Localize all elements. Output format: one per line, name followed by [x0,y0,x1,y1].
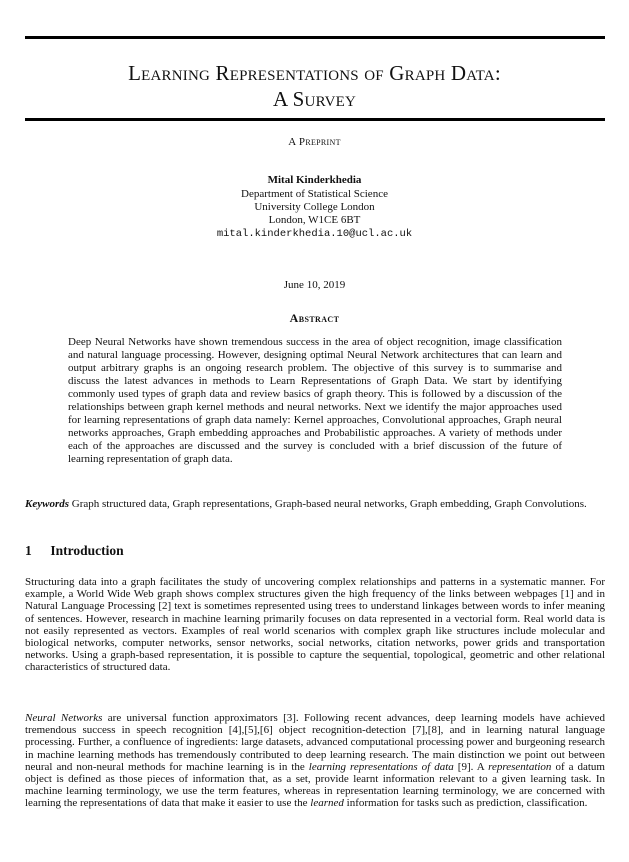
title-line-1: Learning Representations of Graph Data: [128,61,501,85]
abstract-heading: Abstract [289,311,340,325]
section-title: Introduction [50,543,124,558]
author-university: University College London [254,201,375,213]
term-learning-representations: learning representations of data [308,760,454,773]
term-neural-networks: Neural Networks [25,712,103,724]
intro-paragraph-1: Structuring data into a graph facilitates the study of uncovering complex relationships and patterns in a systematic manner. For example, a World Wide Web graph shows complex structures given the high frequency of the links between webpages [1] and in Natural Language Processing [2] text is sometimes represented using trees to understand linkages between words to infer meaning of sentences. However, research in machine learning primarily focuses on data represented in a vectorial form. Real world data is not easily represented as vectors. Examples of real world scenarios with complex graph like structures include molecular and biological networks, computer networks, sensor networks, social networks, citation networks, power grids and transportation networks. Using a graph-based representation, it is possible to capture the sequential, topological, geometric and other relational characteristics of structured data. [25,576,605,674]
top-rule [25,36,605,39]
title-line-2: A Survey [273,87,356,111]
bottom-title-rule [25,118,605,121]
preprint-label: A Preprint [288,136,341,148]
author-department: Department of Statistical Science [241,188,388,200]
section-heading-introduction [25,543,124,559]
abstract-text: Deep Neural Networks have shown tremendous success in the area of object recognition, image classification and natural language processing. However, designing optimal Neural Network architectures that can learn and output arbitrary graphs is an ongoing research problem. The objective of this survey is to summarise and discuss the latest advances in methods to Learn Representations of Graph Data. We start by identifying commonly used types of graph data and review basics of graph theory. This is followed by a discussion of the relationships between graph kernel methods and neural networks. Next we identify the major approaches used for learning representations of graph data namely: Kernel approaches, Convolutional approaches, Graph neural networks approaches, Graph embedding approaches and Probabilistic approaches. A variety of methods under each of the approaches are discussed and the survey is concluded with a brief discussion of the future of learning representation of graph data. [68,336,562,465]
term-learned: learned [310,797,344,810]
section-number: 1 [25,543,32,558]
publication-date: June 10, 2019 [283,279,346,291]
keywords-text: Graph structured data, Graph representations, Graph-based neural networks, Graph embedding, Graph Convolutions. [71,498,587,510]
author-name: Mital Kinderkhedia [267,174,362,186]
author-email[interactable]: mital.kinderkhedia.10@ucl.ac.uk [216,228,413,240]
author-address: London, W1CE 6BT [268,214,361,226]
keywords [25,498,605,511]
term-representation: representation [488,760,552,773]
paper-title [0,60,629,112]
intro-paragraph-2: Neural Networks are universal function approximators [3]. Following recent advances, deep learning models have achieved tremendous success in speech recognition [4],[5],[6] object recognition-detection [7],[8], and in learning natural language processing. Further, a confluence of ingredients: large datasets, advanced computational processing power and burgeoning research in machine learning methods has tremendously contributed to deep learning research. The main distinction we point out between neural and non-neural methods for machine learning is in the learning representations of data [9]. A representation of a datum object is defined as those pieces of information that, as a set, provide learnt information relevant to a given learning task. In machine learning terminology, we use the term features, whereas in representation learning terminology, we are concerned with learning the representations of data that make it easier to use the learned information for tasks such as prediction, classification. [25,712,605,810]
keywords-label: Keywords [25,498,69,510]
